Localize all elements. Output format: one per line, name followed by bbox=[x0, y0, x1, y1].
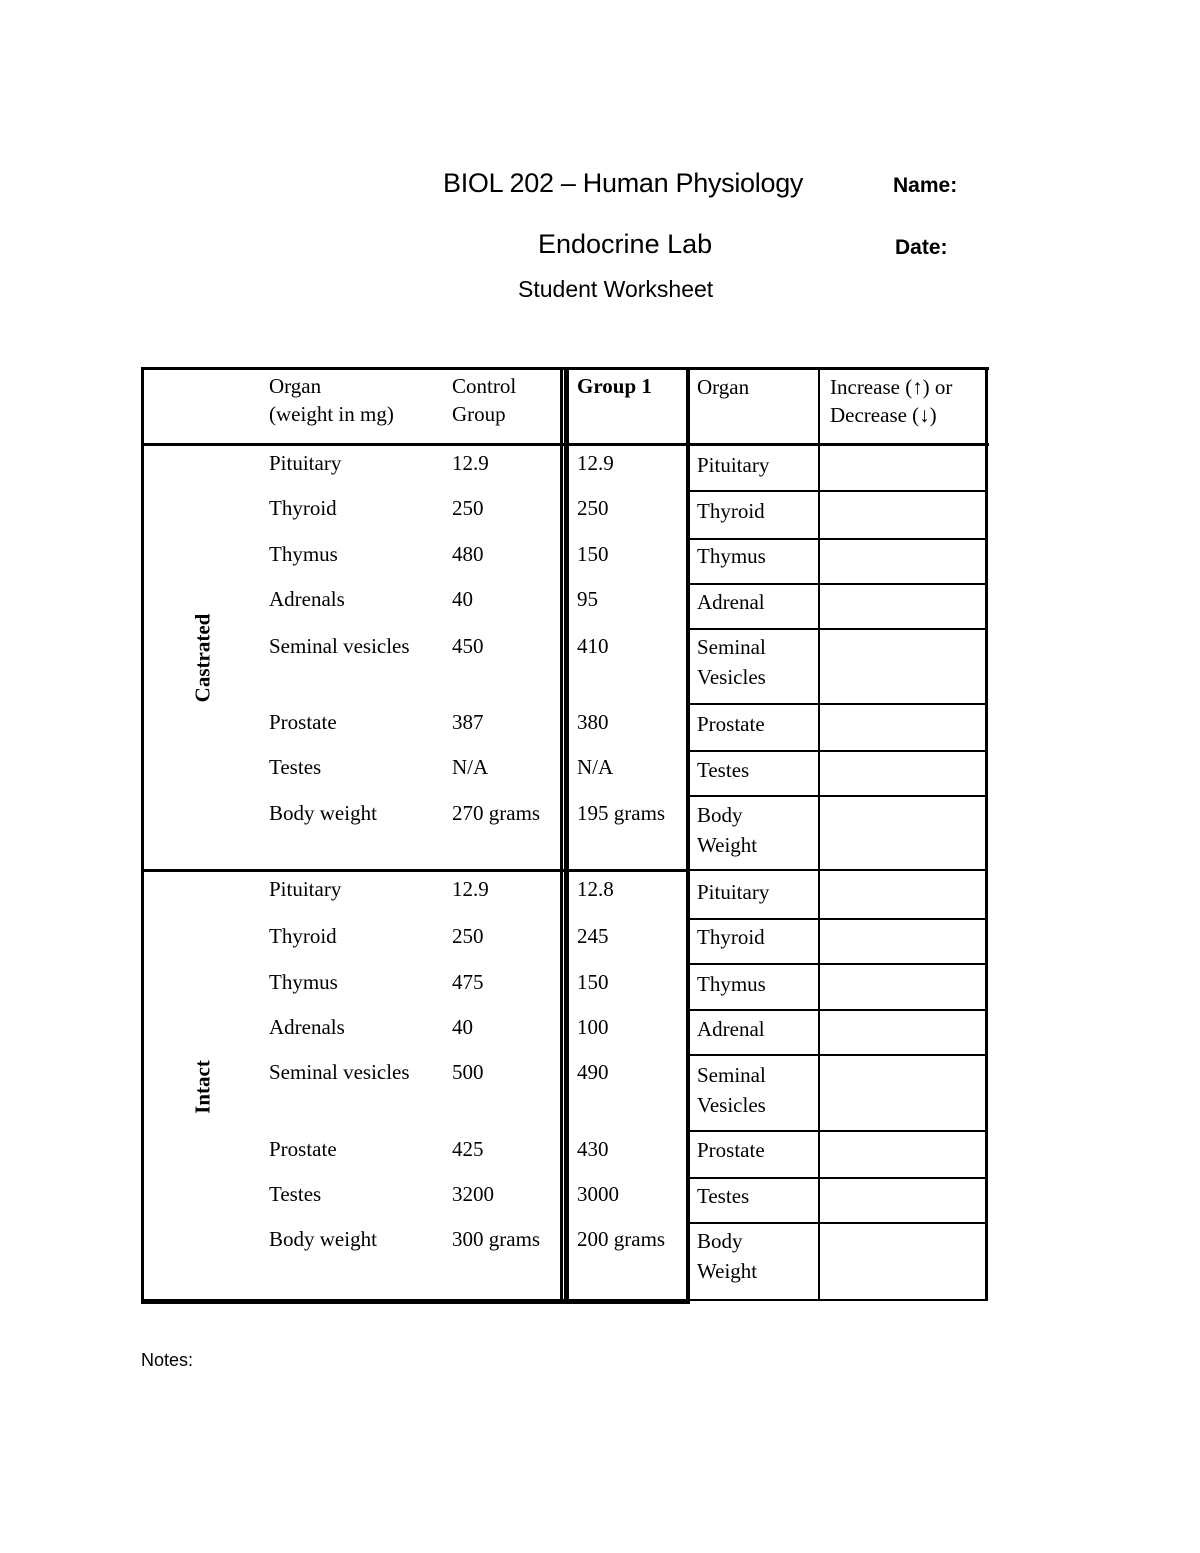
header-organ-2: Organ bbox=[697, 375, 750, 399]
cell-group1: N/A bbox=[577, 755, 614, 779]
cell-organ-2 bbox=[697, 800, 757, 860]
cell-organ-2-line: Prostate bbox=[697, 1138, 765, 1162]
cell-organ-2 bbox=[697, 496, 765, 526]
cell-control: 40 bbox=[452, 587, 473, 611]
right-table-row-border bbox=[689, 628, 988, 630]
cell-organ: Testes bbox=[269, 1182, 322, 1206]
right-table-row-border bbox=[689, 1009, 988, 1011]
right-table-row-border bbox=[689, 490, 988, 492]
right-table-row-border bbox=[689, 750, 988, 752]
cell-control: 480 bbox=[452, 542, 484, 566]
cell-organ-2 bbox=[697, 1014, 765, 1044]
cell-organ-2-line: Body bbox=[697, 1229, 743, 1253]
cell-group1: 245 bbox=[577, 924, 609, 948]
column-border-group1-right bbox=[686, 367, 690, 1304]
right-table-row-border bbox=[689, 1177, 988, 1179]
column-border-group1-thick bbox=[564, 367, 569, 1302]
cell-organ: Seminal vesicles bbox=[269, 1060, 410, 1084]
cell-organ-2 bbox=[697, 1181, 749, 1211]
cell-group1: 380 bbox=[577, 710, 609, 734]
cell-control: 500 bbox=[452, 1060, 484, 1084]
cell-group1: 3000 bbox=[577, 1182, 619, 1206]
cell-organ: Adrenals bbox=[269, 587, 345, 611]
lab-title: Endocrine Lab bbox=[538, 229, 713, 259]
cell-organ: Thyroid bbox=[269, 496, 337, 520]
right-table-bottom-border bbox=[688, 1299, 988, 1301]
cell-organ: Body weight bbox=[269, 801, 377, 825]
cell-organ-2-line: Weight bbox=[697, 1259, 758, 1283]
cell-control: 250 bbox=[452, 496, 484, 520]
cell-control: 40 bbox=[452, 1015, 473, 1039]
cell-control: 387 bbox=[452, 710, 484, 734]
cell-organ-2 bbox=[697, 877, 769, 907]
cell-organ: Pituitary bbox=[269, 451, 342, 475]
cell-organ-2 bbox=[697, 1060, 766, 1120]
cell-control: 12.9 bbox=[452, 451, 489, 475]
header-organ-line1: Organ bbox=[269, 374, 322, 398]
cell-organ-2-line: Seminal bbox=[697, 1063, 766, 1087]
cell-organ: Pituitary bbox=[269, 877, 342, 901]
section-label-intact: Intact bbox=[190, 1060, 215, 1114]
cell-organ: Thyroid bbox=[269, 924, 337, 948]
column-border-change bbox=[818, 367, 820, 1301]
cell-organ: Thymus bbox=[269, 970, 338, 994]
cell-organ-2-line: Thyroid bbox=[697, 925, 765, 949]
cell-group1: 200 grams bbox=[577, 1227, 666, 1251]
column-border-control bbox=[560, 367, 563, 1302]
cell-control: N/A bbox=[452, 755, 489, 779]
header-control-line2: Group bbox=[452, 402, 506, 426]
cell-organ-2-line: Thyroid bbox=[697, 499, 765, 523]
header-organ-line2: (weight in mg) bbox=[269, 402, 394, 426]
cell-control: 270 grams bbox=[452, 801, 541, 825]
cell-organ: Testes bbox=[269, 755, 322, 779]
cell-organ-2 bbox=[697, 632, 766, 692]
cell-organ: Body weight bbox=[269, 1227, 377, 1251]
cell-organ-2-line: Thymus bbox=[697, 544, 766, 568]
cell-organ-2-line: Vesicles bbox=[697, 665, 766, 689]
right-table-row-border bbox=[689, 1130, 988, 1132]
cell-organ-2 bbox=[697, 969, 766, 999]
cell-control: 250 bbox=[452, 924, 484, 948]
cell-control: 450 bbox=[452, 634, 484, 658]
cell-organ-2 bbox=[697, 1226, 757, 1286]
cell-organ-2 bbox=[697, 709, 765, 739]
cell-organ: Prostate bbox=[269, 1137, 337, 1161]
cell-control: 475 bbox=[452, 970, 484, 994]
cell-control: 300 grams bbox=[452, 1227, 541, 1251]
header-change-line2: Decrease (↓) bbox=[830, 403, 937, 427]
cell-group1: 12.9 bbox=[577, 451, 614, 475]
cell-organ-2-line: Adrenal bbox=[697, 1017, 765, 1041]
section-divider bbox=[141, 869, 689, 872]
table-left-border bbox=[141, 367, 144, 1303]
cell-organ: Prostate bbox=[269, 710, 337, 734]
right-table-row-border bbox=[689, 703, 988, 705]
cell-organ-2 bbox=[697, 541, 766, 571]
right-table-row-border bbox=[689, 918, 988, 920]
cell-organ-2-line: Seminal bbox=[697, 635, 766, 659]
right-table-row-border bbox=[689, 795, 988, 797]
right-table-row-border bbox=[689, 538, 988, 540]
cell-organ-2-line: Adrenal bbox=[697, 590, 765, 614]
cell-group1: 430 bbox=[577, 1137, 609, 1161]
cell-organ: Thymus bbox=[269, 542, 338, 566]
notes-label: Notes: bbox=[141, 1350, 194, 1370]
cell-organ-2-line: Prostate bbox=[697, 712, 765, 736]
section-label-castrated: Castrated bbox=[190, 613, 215, 703]
cell-organ-2-line: Pituitary bbox=[697, 453, 770, 477]
cell-organ-2 bbox=[697, 450, 769, 480]
name-label: Name: bbox=[893, 174, 958, 197]
cell-organ-2-line: Vesicles bbox=[697, 1093, 766, 1117]
right-table-row-border bbox=[689, 869, 988, 871]
cell-group1: 150 bbox=[577, 542, 609, 566]
right-table-row-border bbox=[689, 583, 988, 585]
header-control bbox=[452, 372, 516, 428]
cell-organ: Adrenals bbox=[269, 1015, 345, 1039]
right-table-row-border bbox=[689, 1222, 988, 1224]
cell-organ-2-line: Weight bbox=[697, 833, 758, 857]
date-label: Date: bbox=[895, 236, 948, 259]
cell-group1: 95 bbox=[577, 587, 598, 611]
worksheet-subtitle: Student Worksheet bbox=[518, 276, 714, 302]
cell-group1: 490 bbox=[577, 1060, 609, 1084]
cell-organ-2 bbox=[697, 587, 765, 617]
table-bottom-border bbox=[141, 1299, 689, 1304]
cell-group1: 250 bbox=[577, 496, 609, 520]
header-control-line1: Control bbox=[452, 374, 517, 398]
cell-group1: 12.8 bbox=[577, 877, 614, 901]
cell-organ-2 bbox=[697, 1135, 765, 1165]
cell-control: 425 bbox=[452, 1137, 484, 1161]
header-group1: Group 1 bbox=[577, 374, 652, 398]
cell-control: 3200 bbox=[452, 1182, 494, 1206]
cell-organ-2-line: Testes bbox=[697, 758, 750, 782]
cell-organ-2-line: Thymus bbox=[697, 972, 766, 996]
cell-group1: 410 bbox=[577, 634, 609, 658]
cell-group1: 100 bbox=[577, 1015, 609, 1039]
cell-group1: 195 grams bbox=[577, 801, 666, 825]
right-table-right-border bbox=[985, 367, 988, 1301]
cell-organ-2-line: Body bbox=[697, 803, 743, 827]
cell-organ: Seminal vesicles bbox=[269, 634, 410, 658]
cell-organ-2-line: Testes bbox=[697, 1184, 750, 1208]
cell-group1: 150 bbox=[577, 970, 609, 994]
right-table-row-border bbox=[689, 963, 988, 965]
header-change bbox=[830, 373, 952, 429]
cell-control: 12.9 bbox=[452, 877, 489, 901]
course-title: BIOL 202 – Human Physiology bbox=[443, 168, 804, 198]
cell-organ-2 bbox=[697, 755, 749, 785]
cell-organ-2 bbox=[697, 922, 765, 952]
right-table-row-border bbox=[689, 1054, 988, 1056]
cell-organ-2-line: Pituitary bbox=[697, 880, 770, 904]
header-change-line1: Increase (↑) or bbox=[830, 375, 953, 399]
header-organ bbox=[269, 372, 394, 428]
